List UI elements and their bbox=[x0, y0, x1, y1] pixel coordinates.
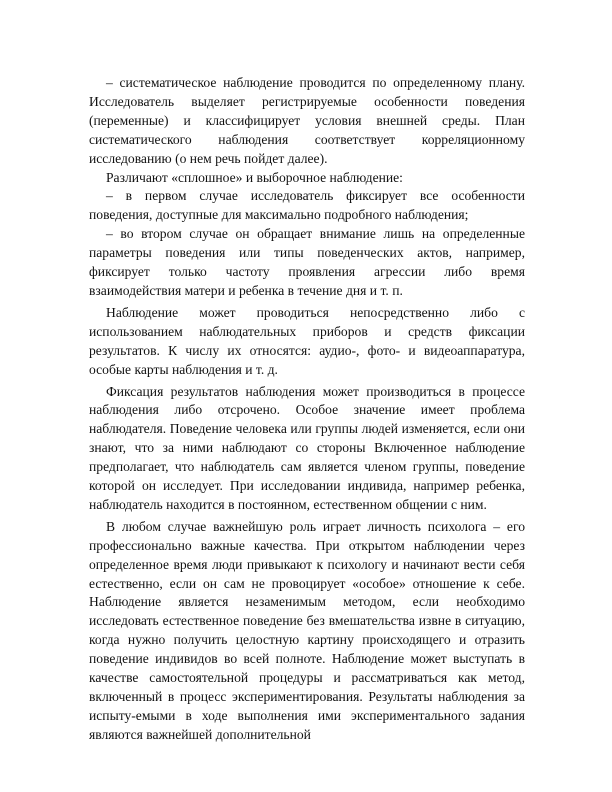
paragraph-psychologist-role: В любом случае важнейшую роль играет личность психолога – его профессионально важные качества. При открытом наблюдении через определенное время люди привыкают к психологу и начинают вести себя естественно, если он сам не провоцирует «особое» отношение к себе. Наблюдение является незаменимым методом, если необходимо исследовать естественное поведение без вмешательства извне в ситуацию, когда нужно получить целостную картину происходящего и отразить поведение индивидов во всей полноте. Наблюдение может выступать в качестве самостоятельной процедуры и рассматриваться как метод, включенный в процесс экспериментирования. Результаты наблюдения за испыту-емыми в ходе выполнения ими экспериментального задания являются важнейшей дополнительной bbox=[89, 518, 525, 742]
paragraph-selective-observation: – во втором случае он обращает внимание лишь на определенные параметры поведения или типы поведенческих актов, например, фиксирует только частоту проявления агрессии либо время взаимодействия матери и ребенка в течение дня и т. п. bbox=[89, 226, 525, 298]
paragraph-recording-results: Фиксация результатов наблюдения может производиться в процессе наблюдения либо отсрочено. Особое значение имеет проблема наблюдателя. Поведение человека или группы людей изменяется, если они знают, что за ними наблюдают со стороны Включенное наблюдение предполагает, что наблюдатель сам является членом группы, поведение которой он исследует. При исследовании индивида, например ребенка, наблюдатель находится в постоянном, естественном общении с ним. bbox=[89, 383, 525, 512]
paragraph-systematic-observation: – систематическое наблюдение проводится по определенному плану. Исследователь выделяет регистрируемые особенности поведения (переменные) и классифицирует условия внешней среды. План систематического наблюдения соответствует корреляционному исследованию (о нем речь пойдет далее). bbox=[89, 75, 525, 166]
paragraph-continuous-observation: – в первом случае исследователь фиксирует все особенности поведения, доступные для максимально подробного наблюдения; bbox=[89, 188, 525, 223]
document-page bbox=[89, 74, 525, 745]
paragraph-observation-instruments: Наблюдение может проводиться непосредственно либо с использованием наблюдательных приборов и средств фиксации результатов. К числу их относятся: аудио-, фото- и видеоаппаратура, особые карты наблюдения и т. д. bbox=[89, 304, 525, 377]
paragraph-observation-types: Различают «сплошное» и выборочное наблюдение: bbox=[106, 169, 403, 185]
